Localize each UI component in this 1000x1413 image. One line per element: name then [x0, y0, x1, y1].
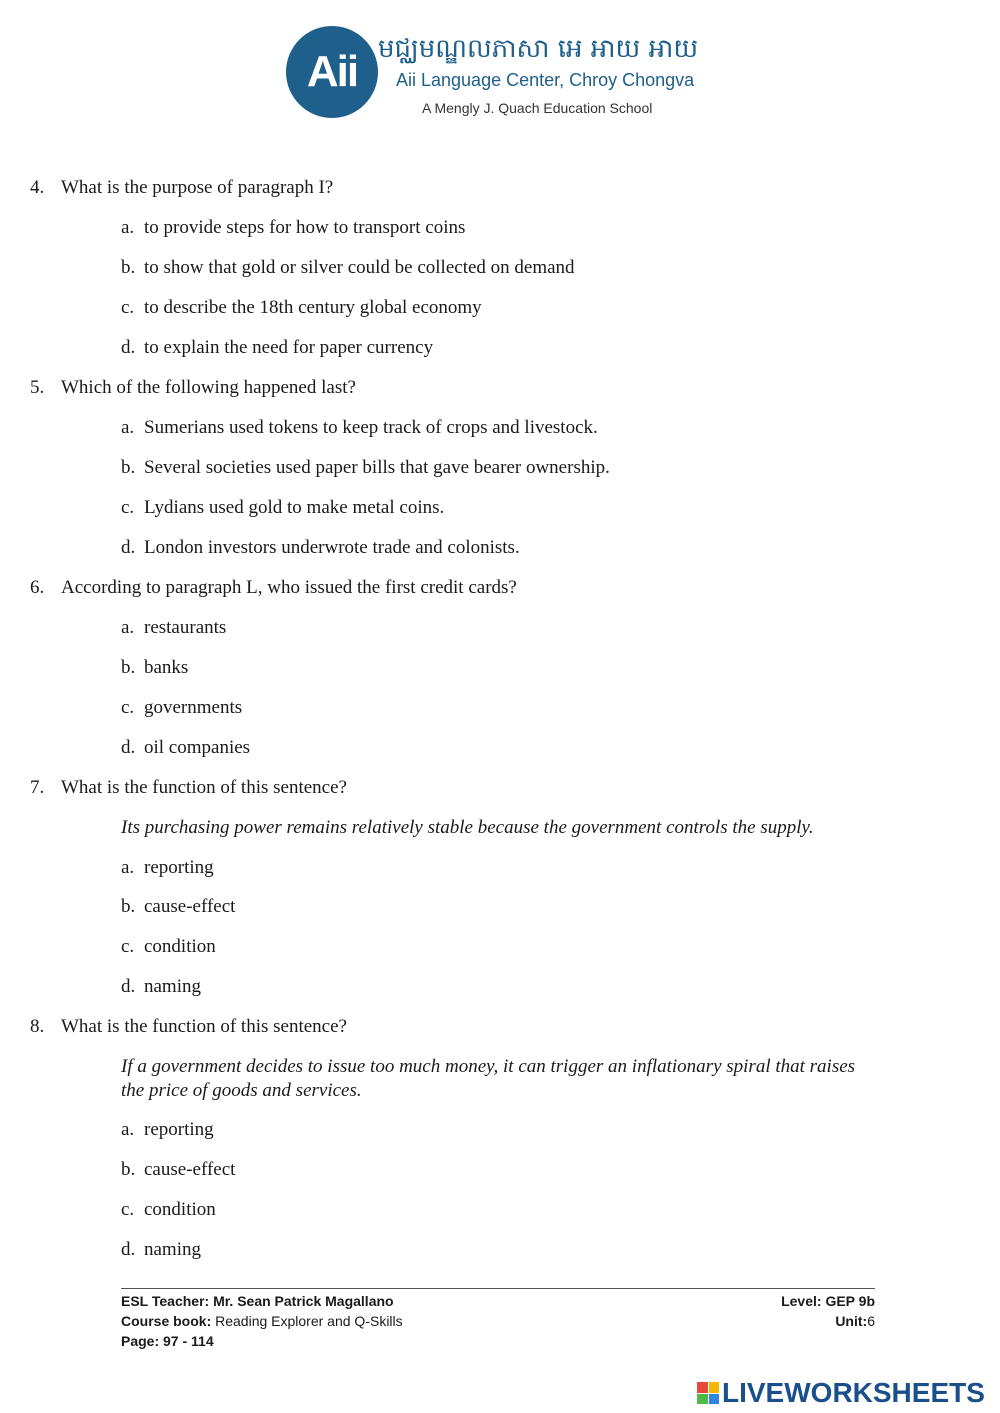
option-letter: d. [121, 737, 136, 758]
option-text: London investors underwrote trade and colonists. [144, 537, 520, 558]
footer-coursebook [121, 1312, 403, 1330]
option-text: restaurants [144, 617, 227, 638]
option-4d[interactable] [121, 336, 433, 360]
option-letter: d. [121, 337, 136, 358]
option-letter: c. [121, 936, 135, 957]
option-letter: c. [121, 497, 135, 518]
option-letter: b. [121, 257, 136, 278]
tagline: A Mengly J. Quach Education School [422, 100, 653, 116]
option-7c[interactable] [121, 935, 216, 959]
option-text: to explain the need for paper currency [144, 337, 434, 358]
option-4b[interactable] [121, 256, 575, 280]
question-text: What is the function of this sentence? [61, 1016, 347, 1037]
aii-logo: Aii [286, 26, 378, 118]
teacher-name: Mr. Sean Patrick Magallano [213, 1293, 394, 1309]
option-5b[interactable] [121, 456, 610, 480]
question-text: According to paragraph L, who issued the first credit cards? [61, 577, 517, 598]
option-letter: c. [121, 697, 135, 718]
footer-level [781, 1292, 875, 1310]
question-number: 4. [30, 177, 45, 198]
option-7a[interactable] [121, 856, 214, 880]
question-4 [30, 176, 333, 200]
option-text: governments [144, 697, 243, 718]
option-text: to provide steps for how to transport coins [144, 217, 466, 238]
question-text: What is the function of this sentence? [61, 777, 347, 798]
level-label: Level: [781, 1293, 822, 1309]
option-4c[interactable] [121, 296, 482, 320]
option-letter: a. [121, 217, 135, 238]
level-value: GEP 9b [825, 1293, 875, 1309]
page-label: Page: [121, 1333, 160, 1349]
option-text: condition [144, 1199, 216, 1220]
option-text: Several societies used paper bills that gave bearer ownership. [144, 457, 610, 478]
option-letter: a. [121, 417, 135, 438]
unit-label: Unit: [835, 1313, 868, 1329]
option-7b[interactable] [121, 895, 235, 919]
question-number: 6. [30, 577, 45, 598]
teacher-label: ESL Teacher: [121, 1293, 210, 1309]
option-6d[interactable] [121, 736, 250, 760]
unit-value: 6 [867, 1313, 875, 1329]
footer-page [121, 1332, 214, 1350]
option-text: reporting [144, 1119, 214, 1140]
option-text: oil companies [144, 737, 251, 758]
liveworksheets-icon [697, 1382, 719, 1404]
option-5c[interactable] [121, 496, 444, 520]
option-text: to describe the 18th century global economy [144, 297, 482, 318]
footer-divider [121, 1288, 875, 1289]
option-text: Lydians used gold to make metal coins. [144, 497, 445, 518]
option-letter: b. [121, 657, 136, 678]
liveworksheets-text: LIVEWORKSHEETS [722, 1377, 985, 1408]
option-letter: c. [121, 297, 135, 318]
option-letter: c. [121, 1199, 135, 1220]
option-8d[interactable] [121, 1238, 201, 1262]
school-header [286, 26, 726, 126]
page-range: 97 - 114 [163, 1333, 214, 1349]
option-4a[interactable] [121, 216, 465, 240]
option-letter: b. [121, 457, 136, 478]
option-letter: d. [121, 1239, 136, 1260]
option-6b[interactable] [121, 656, 188, 680]
option-text: condition [144, 936, 216, 957]
question-7 [30, 776, 347, 800]
option-5a[interactable] [121, 416, 598, 440]
option-letter: a. [121, 857, 135, 878]
quoted-sentence: If a government decides to issue too much money, it can trigger an inflationary spiral that raises the price of goods and services. [121, 1056, 856, 1101]
option-6c[interactable] [121, 696, 242, 720]
option-letter: d. [121, 976, 136, 997]
question-6 [30, 576, 517, 600]
option-8b[interactable] [121, 1158, 235, 1182]
liveworksheets-logo [697, 1378, 985, 1408]
question-number: 5. [30, 377, 45, 398]
option-letter: b. [121, 896, 136, 917]
quoted-sentence: Its purchasing power remains relatively stable because the government controls the supply. [121, 817, 814, 838]
option-text: reporting [144, 857, 214, 878]
option-text: banks [144, 657, 189, 678]
question-number: 8. [30, 1016, 45, 1037]
question-5 [30, 376, 356, 400]
option-8c[interactable] [121, 1198, 216, 1222]
question-number: 7. [30, 777, 45, 798]
option-letter: b. [121, 1159, 136, 1180]
option-text: Sumerians used tokens to keep track of crops and livestock. [144, 417, 598, 438]
coursebook-label: Course book: [121, 1313, 212, 1329]
coursebook-value: Reading Explorer and Q-Skills [215, 1313, 403, 1329]
khmer-school-name: មជ្ឈមណ្ឌលភាសា អេ អាយ អាយ [378, 34, 699, 64]
option-5d[interactable] [121, 536, 520, 560]
option-6a[interactable] [121, 616, 226, 640]
option-text: naming [144, 976, 201, 997]
option-text: to show that gold or silver could be collected on demand [144, 257, 575, 278]
footer-unit [835, 1312, 875, 1330]
option-text: cause-effect [144, 896, 236, 917]
option-7d[interactable] [121, 975, 201, 999]
option-text: naming [144, 1239, 201, 1260]
option-8a[interactable] [121, 1118, 214, 1142]
footer-teacher [121, 1292, 394, 1310]
question-text: Which of the following happened last? [61, 377, 356, 398]
option-text: cause-effect [144, 1159, 236, 1180]
center-name: Aii Language Center, Chroy Chongva [396, 70, 695, 90]
option-letter: a. [121, 617, 135, 638]
option-letter: d. [121, 537, 136, 558]
question-8 [30, 1015, 347, 1039]
question-text: What is the purpose of paragraph I? [61, 177, 334, 198]
option-letter: a. [121, 1119, 135, 1140]
